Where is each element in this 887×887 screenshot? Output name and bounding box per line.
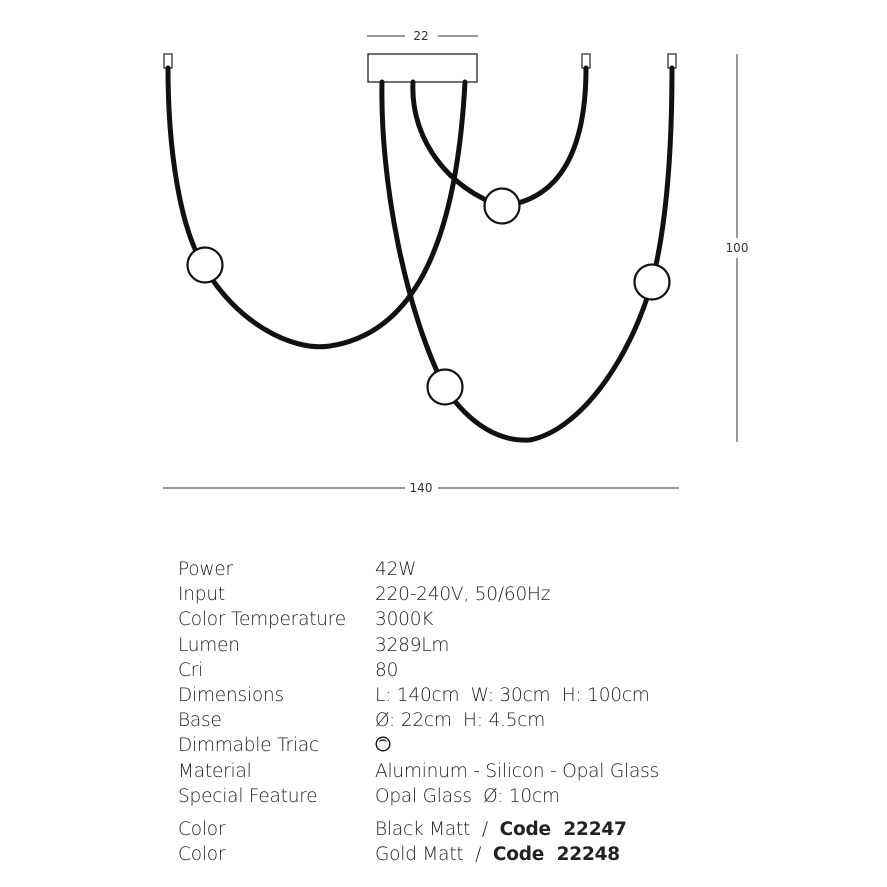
base-width-dimension bbox=[367, 29, 478, 43]
spec-label: Lumen bbox=[178, 634, 240, 656]
specifications-table bbox=[178, 557, 798, 867]
spec-label: Dimmable Triac bbox=[178, 735, 319, 757]
spec-row-lumen bbox=[178, 633, 798, 658]
spec-value: 3000K bbox=[375, 609, 434, 631]
spec-row-material bbox=[178, 759, 798, 784]
spec-row-cri bbox=[178, 658, 798, 683]
product-code: Code 22247 bbox=[499, 818, 627, 840]
spec-label: Input bbox=[178, 584, 225, 606]
length-label: 140 bbox=[409, 481, 433, 495]
color-label: Color bbox=[178, 818, 226, 840]
spec-label: Dimensions bbox=[178, 684, 284, 706]
length-dimension bbox=[163, 481, 679, 495]
spec-label: Color Temperature bbox=[178, 609, 346, 631]
opal-globe-2 bbox=[485, 189, 520, 224]
opal-globe-1 bbox=[188, 248, 223, 283]
color-row-gold bbox=[178, 842, 798, 867]
spec-value: Ø: 22cm H: 4.5cm bbox=[375, 710, 546, 732]
spec-row-dimmable bbox=[178, 733, 798, 758]
color-separator: / bbox=[481, 818, 488, 840]
spec-row-dimensions bbox=[178, 683, 798, 708]
opal-globe-3 bbox=[635, 265, 670, 300]
spec-value: L: 140cm W: 30cm H: 100cm bbox=[375, 684, 650, 706]
spec-label: Power bbox=[178, 559, 233, 580]
ceiling-base bbox=[368, 54, 477, 82]
spec-label: Cri bbox=[178, 659, 204, 681]
opal-globe-4 bbox=[428, 370, 463, 405]
dimmable-icon bbox=[375, 736, 391, 752]
color-finish: Gold Matt bbox=[375, 844, 464, 866]
tube-left-loop bbox=[168, 68, 465, 347]
base-width-label: 22 bbox=[413, 29, 429, 43]
spec-row-base bbox=[178, 708, 798, 733]
spec-value: Opal Glass Ø: 10cm bbox=[375, 785, 560, 807]
tube-small-loop bbox=[413, 68, 586, 206]
spec-row-input bbox=[178, 582, 798, 607]
tube-large-loop bbox=[382, 68, 672, 440]
color-separator: / bbox=[475, 844, 482, 866]
spec-row-special-feature bbox=[178, 784, 798, 809]
product-code: Code 22248 bbox=[492, 844, 620, 866]
height-dimension bbox=[726, 54, 749, 442]
spec-value: 3289Lm bbox=[375, 634, 450, 656]
height-label: 100 bbox=[725, 241, 749, 255]
spec-label: Special Feature bbox=[178, 785, 318, 807]
spec-row-color-temperature bbox=[178, 607, 798, 632]
spec-value: Aluminum - Silicon - Opal Glass bbox=[375, 760, 659, 782]
color-label: Color bbox=[178, 844, 226, 866]
spec-value: 42W bbox=[375, 559, 417, 580]
spec-value: 220-240V, 50/60Hz bbox=[375, 584, 551, 606]
spec-label: Base bbox=[178, 710, 222, 732]
spec-value: 80 bbox=[375, 659, 399, 681]
color-row-black bbox=[178, 817, 798, 842]
color-finish: Black Matt bbox=[375, 818, 471, 840]
spec-row-power bbox=[178, 557, 798, 582]
spec-label: Material bbox=[178, 760, 252, 782]
